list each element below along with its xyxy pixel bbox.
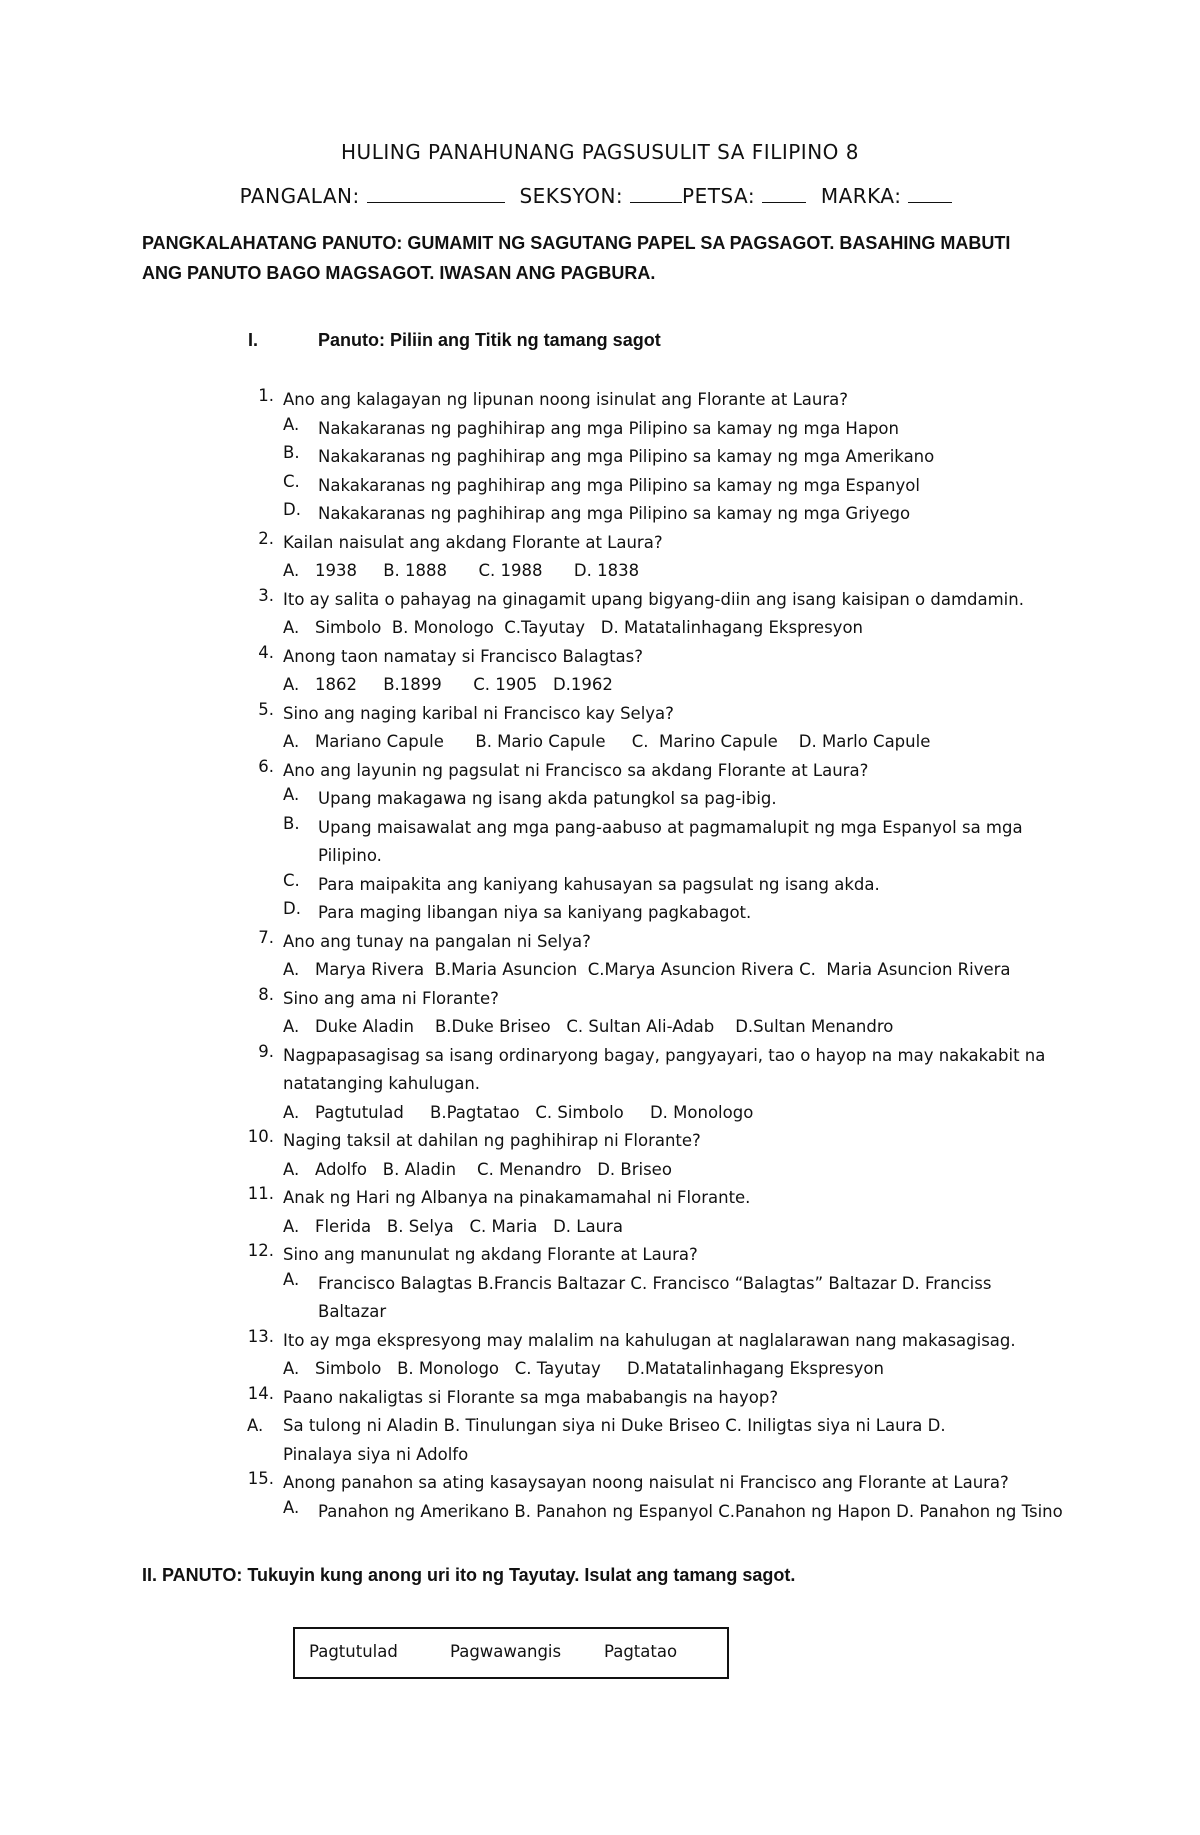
question-item: [0, 386, 1200, 415]
option-letter: C.: [283, 870, 300, 890]
page-title: HULING PANAHUNANG PAGSUSULIT SA FILIPINO 8: [341, 140, 859, 164]
general-instruction: PANGKALAHATANG PANUTO: GUMAMIT NG SAGUTANG PAPEL SA PAGSAGOT. BASAHING MABUTI ANG PANUTO BAGO MAGSAGOT. IWASAN ANG PAGBURA.: [142, 233, 1011, 283]
question-number: 9.: [258, 1041, 274, 1061]
answer-options-line[interactable]: A. Simbolo B. Monologo C. Tayutay D.Matatalinhagang Ekspresyon: [283, 1359, 884, 1378]
answer-options-line[interactable]: A. Pagtutulad B.Pagtatao C. Simbolo D. Monologo: [283, 1102, 754, 1122]
answer-option[interactable]: [0, 814, 1200, 871]
answer-options-line[interactable]: A. 1938 B. 1888 C. 1988 D. 1838: [283, 561, 640, 580]
option-letter: C.: [283, 471, 300, 491]
question-number: 3.: [258, 585, 274, 605]
score-blank[interactable]: [908, 184, 952, 203]
option-letter: A.: [283, 785, 300, 804]
option-letter: A.: [247, 1416, 264, 1435]
question-text: Ito ay mga ekspresyong may malalim na kahulugan at naglalarawan nang makasagisag.: [283, 1330, 1016, 1350]
question-item: [0, 529, 1200, 558]
option-text: Para maipakita ang kaniyang kahusayan sa pagsulat ng isang akda.: [318, 874, 880, 894]
answer-options-line[interactable]: A. Simbolo B. Monologo C.Tayutay D. Matatalinhagang Ekspresyon: [283, 618, 863, 637]
question-number: 2.: [258, 528, 274, 548]
question-text: Naging taksil at dahilan ng paghihirap ni Florante?: [283, 1131, 701, 1150]
question-text: Ano ang tunay na pangalan ni Selya?: [283, 931, 591, 951]
student-info-line: [0, 184, 1200, 208]
option-text: Nakakaranas ng paghihirap ang mga Pilipino sa kamay ng mga Hapon: [318, 418, 899, 438]
question-number: 6.: [258, 756, 274, 776]
question-number: 4.: [258, 642, 274, 662]
answer-options-line[interactable]: [0, 1412, 1200, 1469]
question-item: [0, 1184, 1200, 1213]
question-item: [0, 928, 1200, 957]
answer-options-line[interactable]: A. Marya Rivera B.Maria Asuncion C.Marya Asuncion Rivera C. Maria Asuncion Rivera: [283, 960, 1011, 979]
question-text: Ano ang kalagayan ng lipunan noong isinulat ang Florante at Laura?: [283, 390, 848, 409]
question-number: 11.: [247, 1184, 274, 1203]
answer-option[interactable]: [0, 415, 1200, 444]
question-text: Sino ang ama ni Florante?: [283, 988, 499, 1008]
question-item: [0, 1384, 1200, 1413]
answer-option[interactable]: [0, 871, 1200, 900]
answer-options-line[interactable]: A. Duke Aladin B.Duke Briseo C. Sultan Ali-Adab D.Sultan Menandro: [283, 1017, 894, 1036]
answer-option[interactable]: [0, 1270, 1200, 1327]
question-text: Anong taon namatay si Francisco Balagtas?: [283, 646, 644, 666]
question-item: [0, 586, 1200, 615]
answer-option[interactable]: [0, 500, 1200, 529]
answer-option[interactable]: [0, 785, 1200, 814]
question-item: [0, 1327, 1200, 1356]
section-blank[interactable]: [630, 184, 682, 203]
answer-option[interactable]: [0, 443, 1200, 472]
question-text: Sino ang naging karibal ni Francisco kay Selya?: [283, 703, 674, 723]
question-number: 7.: [258, 927, 274, 947]
option-letter: B.: [283, 813, 300, 833]
question-text: Anak ng Hari ng Albanya na pinakamamahal ni Florante.: [283, 1188, 751, 1207]
question-text: Paano nakaligtas si Florante sa mga mababangis na hayop?: [283, 1387, 779, 1407]
date-label: PETSA:: [682, 184, 756, 208]
question-text: Sino ang manunulat ng akdang Florante at Laura?: [283, 1245, 698, 1264]
option-letter: A.: [283, 414, 300, 434]
choice-item: Pagtatao: [604, 1642, 678, 1661]
section1-directions: Panuto: Piliin ang Titik ng tamang sagot: [318, 330, 661, 350]
section-label: SEKSYON:: [519, 184, 624, 208]
answer-options-line[interactable]: A. 1862 B.1899 C. 1905 D.1962: [283, 675, 613, 694]
choice-item: Pagwawangis: [450, 1642, 562, 1661]
score-label: MARKA:: [820, 184, 902, 208]
question-list: [0, 386, 1200, 1526]
question-item: [0, 700, 1200, 729]
question-item: [0, 1127, 1200, 1156]
answer-option[interactable]: [0, 1498, 1200, 1527]
option-text: Nakakaranas ng paghihirap ang mga Pilipino sa kamay ng mga Espanyol: [318, 475, 920, 495]
question-item: [0, 1469, 1200, 1498]
question-text: Anong panahon sa ating kasaysayan noong naisulat ni Francisco ang Florante at Laura?: [283, 1473, 1009, 1492]
answer-options-line[interactable]: A. Mariano Capule B. Mario Capule C. Marino Capule D. Marlo Capule: [283, 732, 931, 751]
answer-options-line[interactable]: A. Adolfo B. Aladin C. Menandro D. Briseo: [283, 1159, 672, 1179]
option-letter: D.: [283, 899, 301, 918]
choice-item: Pagtutulad: [309, 1642, 398, 1661]
option-text: Sa tulong ni Aladin B. Tinulungan siya ni Duke Briseo C. Iniligtas siya ni Laura D. Pinalaya siya ni Adolfo: [283, 1416, 946, 1464]
option-text: Panahon ng Amerikano B. Panahon ng Espanyol C.Panahon ng Hapon D. Panahon ng Tsino: [318, 1501, 1063, 1521]
option-text: Nakakaranas ng paghihirap ang mga Pilipino sa kamay ng mga Amerikano: [318, 447, 935, 466]
option-letter: D.: [283, 500, 301, 519]
section2-directions: II. PANUTO: Tukuyin kung anong uri ito ng Tayutay. Isulat ang tamang sagot.: [142, 1565, 796, 1585]
option-text: Francisco Balagtas B.Francis Baltazar C. Francisco “Balagtas” Baltazar D. Franciss Baltazar: [318, 1273, 992, 1321]
question-number: 10.: [247, 1127, 274, 1146]
question-number: 8.: [258, 984, 274, 1004]
question-item: [0, 757, 1200, 786]
question-text: Ito ay salita o pahayag na ginagamit upang bigyang-diin ang isang kaisipan o damdamin.: [283, 589, 1024, 609]
answer-option[interactable]: [0, 472, 1200, 501]
choices-box: [293, 1627, 729, 1679]
question-number: 5.: [258, 699, 274, 719]
name-blank[interactable]: [367, 184, 505, 203]
option-text: Upang makagawa ng isang akda patungkol sa pag-ibig.: [318, 789, 777, 808]
question-number: 12.: [247, 1241, 274, 1260]
question-number: 13.: [247, 1326, 274, 1346]
question-item: [0, 1241, 1200, 1270]
section1-number: I.: [248, 330, 259, 350]
option-letter: A.: [283, 1497, 300, 1517]
option-text: Upang maisawalat ang mga pang-aabuso at pagmamalupit ng mga Espanyol sa mga Pilipino.: [318, 817, 1023, 865]
answer-options-line[interactable]: A. Flerida B. Selya C. Maria D. Laura: [283, 1216, 623, 1236]
option-letter: B.: [283, 443, 300, 462]
question-item: [0, 985, 1200, 1014]
question-item: [0, 643, 1200, 672]
question-text: Nagpapasagisag sa isang ordinaryong bagay, pangyayari, tao o hayop na may nakakabit na natatanging kahulugan.: [283, 1045, 1046, 1093]
question-text: Ano ang layunin ng pagsulat ni Francisco sa akdang Florante at Laura?: [283, 760, 869, 780]
question-number: 1.: [258, 386, 274, 405]
question-number: 15.: [247, 1469, 274, 1488]
answer-option[interactable]: [0, 899, 1200, 928]
question-text: Kailan naisulat ang akdang Florante at Laura?: [283, 532, 663, 552]
question-number: 14.: [247, 1383, 274, 1403]
date-blank[interactable]: [762, 184, 806, 203]
option-text: Para maging libangan niya sa kaniyang pagkabagot.: [318, 903, 752, 922]
option-text: Nakakaranas ng paghihirap ang mga Pilipino sa kamay ng mga Griyego: [318, 504, 911, 523]
option-letter: A.: [283, 1269, 300, 1289]
name-label: PANGALAN:: [239, 184, 360, 208]
question-item: [0, 1042, 1200, 1099]
